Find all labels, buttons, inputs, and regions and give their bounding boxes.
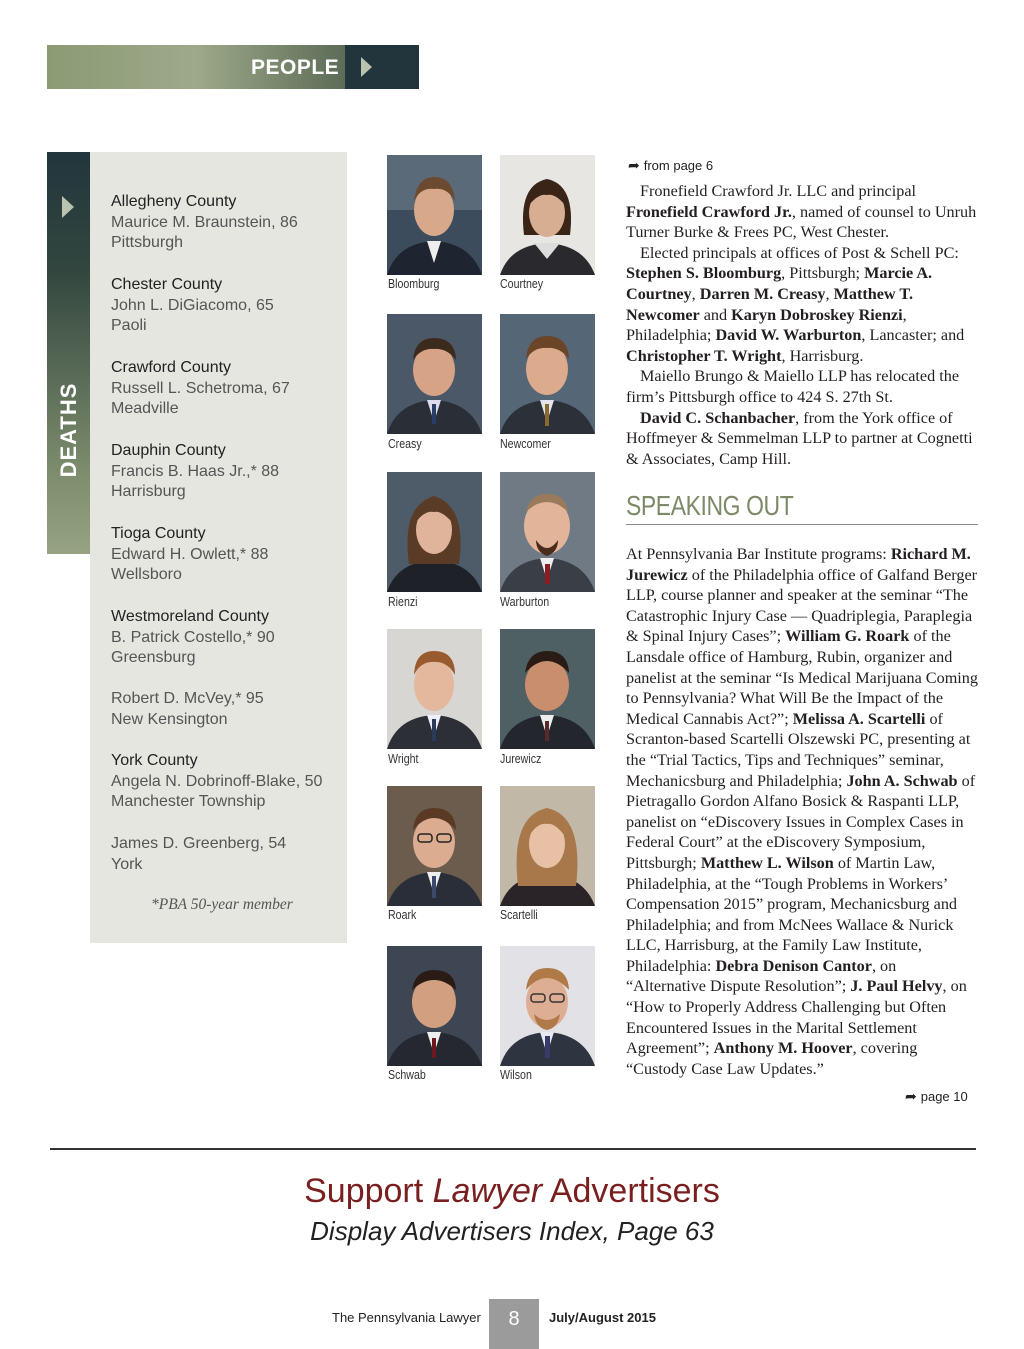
deceased-name: Angela N. Dobrinoff-Blake, 50 [111,772,323,790]
promo-subline: Display Advertisers Index, Page 63 [310,1216,714,1246]
county-name: Chester County [111,276,223,293]
death-entry [111,192,298,254]
headshot-photo [500,946,595,1066]
county-name: York County [111,752,198,769]
article-top [626,181,978,469]
page-number: 8 [489,1299,539,1349]
deceased-place: York [111,855,143,873]
deceased-place: Meadville [111,400,179,417]
continued-to[interactable] [905,1088,968,1105]
footer-divider [50,1148,976,1150]
play-arrow-icon [62,196,74,218]
headshot-photo [387,946,482,1066]
county-name: Tioga County [111,525,206,542]
photo-caption: Warburton [500,595,550,609]
county-name: Dauphin County [111,442,226,459]
deaths-label: DEATHS [56,382,81,478]
photo-caption: Wright [388,752,419,766]
from-page-text: from page 6 [643,158,714,173]
headshot-photo [387,472,482,592]
photo-caption: Creasy [388,437,422,451]
deceased-name: Russell L. Schetroma, 67 [111,379,290,397]
photo-caption: Bloomburg [388,277,440,291]
photo-caption: Scartelli [500,908,538,922]
article-paragraph: David C. Schanbacher, from the York office of Hoffmeyer & Semmelman LLP to partner at Cognetti & Associates, Camp Hill. [626,408,973,468]
deceased-name: Edward H. Owlett,* 88 [111,545,269,563]
death-entry [111,441,279,503]
article-speaking [626,544,978,1079]
county-name: Crawford County [111,359,232,376]
headshot-photo [387,629,482,749]
county-name: Westmoreland County [111,608,269,625]
section-heading: SPEAKING OUT [626,490,794,521]
deceased-place: New Kensington [111,710,228,728]
headshot-photo [387,786,482,906]
photo-caption: Schwab [388,1068,426,1082]
photo-caption: Courtney [500,277,544,291]
return-arrow-icon: ➦ [905,1088,917,1104]
county-name: Allegheny County [111,193,237,210]
death-entry [111,751,322,813]
deceased-name: Maurice M. Braunstein, 86 [111,213,298,231]
section-banner [47,45,419,89]
death-entry [111,834,286,875]
deceased-name: John L. DiGiacomo, 65 [111,296,274,314]
heading-rule [626,524,978,525]
death-entry [111,275,274,337]
death-entry [111,524,268,586]
deceased-name: B. Patrick Costello,* 90 [111,628,275,646]
deceased-name: Robert D. McVey,* 95 [111,690,264,707]
death-entry [111,607,275,669]
photo-caption: Roark [388,908,417,922]
headshot-photo [500,629,595,749]
photo-caption: Jurewicz [500,752,542,766]
publication-name: The Pennsylvania Lawyer [332,1310,481,1325]
promo-headline: Support Lawyer Advertisers [304,1172,720,1210]
continued-from [628,157,713,174]
article-paragraph: Maiello Brungo & Maiello LLP has relocated the firm’s Pittsburgh office to 424 S. 27th St. [626,367,960,406]
article-paragraph: Fronefield Crawford Jr. LLC and principal Fronefield Crawford Jr., named of counsel to Unruh Turner Burke & Frees PC, West Chester. [626,182,977,242]
photo-caption: Newcomer [500,437,551,451]
to-page-text: page 10 [920,1089,968,1104]
deceased-place: Manchester Township [111,793,266,810]
photo-caption: Rienzi [388,595,418,609]
section-label: PEOPLE [251,56,340,79]
play-arrow-icon [361,57,372,77]
headshot-photo [500,786,595,906]
return-arrow-icon: ➦ [628,157,640,173]
deceased-place: Paoli [111,317,147,334]
death-entry [111,689,264,730]
headshot-photo [500,314,595,434]
headshot-photo [500,472,595,592]
deceased-name: James D. Greenberg, 54 [111,835,287,852]
banner-tab [345,45,419,89]
article-paragraph: At Pennsylvania Bar Institute programs: Richard M. Jurewicz of the Philadelphia office of Galfand Berger LLP, course planner and speaker at the seminar “The Catastrophic Injury Case — Quadriplegia, Paraplegia & Spinal Injury Cases”; William G. Roark of the Lansdale office of Hamburg, Rubin, organizer and panelist at the seminar “Is Medical Marijuana Coming to Pennsylvania? What Will Be the Impact of the Medical Cannabis Act?”; Melissa A. Scartelli of Scranton-based Scartelli Olszewski PC, presenting at the “Trial Tactics, Tips and Techniques” seminar, Mechanicsburg and Philadelphia; John A. Schwab of Pietragallo Gordon Alfano Bosick & Raspanti LLP, panelist on “eDiscovery Issues in Complex Cases in Federal Court” at the eDiscovery Symposium, Pittsburgh; Matthew L. Wilson of Martin Law, Philadelphia, at the “Tough Problems in Workers’ Compensation 2015” program, Mechanicsburg and Philadelphia; and from McNees Wallace & Nurick LLC, Harrisburg, at the Family Law Institute, Philadelphia: Debra Denison Cantor, on “Alternative Dispute Resolution”; J. Paul Helvy, on “How to Properly Address Challenging but Often Encountered Issues in the Marital Settlement Agreement”; Anthony M. Hoover, covering “Custody Case Law Updates.” [626,545,978,1078]
pba-footnote: *PBA 50-year member [151,896,293,913]
deceased-place: Greensburg [111,649,196,666]
issue-date: July/August 2015 [549,1310,656,1325]
article-paragraph: Elected principals at offices of Post & Schell PC: Stephen S. Bloomburg, Pittsburgh; Marcie A. Courtney, Darren M. Creasy, Matthew T. Newcomer and Karyn Dobroskey Rienzi, Philadelphia; David W. Warburton, Lancaster; and Christopher T. Wright, Harrisburg. [626,243,965,365]
headshot-photo [387,314,482,434]
deceased-name: Francis B. Haas Jr.,* 88 [111,462,280,480]
headshot-photo [500,155,595,275]
deaths-tab [47,152,90,554]
deceased-place: Harrisburg [111,483,186,500]
headshot-photo [387,155,482,275]
photo-caption: Wilson [500,1068,532,1082]
death-entry [111,358,290,420]
deceased-place: Pittsburgh [111,234,184,251]
deceased-place: Wellsboro [111,566,182,583]
